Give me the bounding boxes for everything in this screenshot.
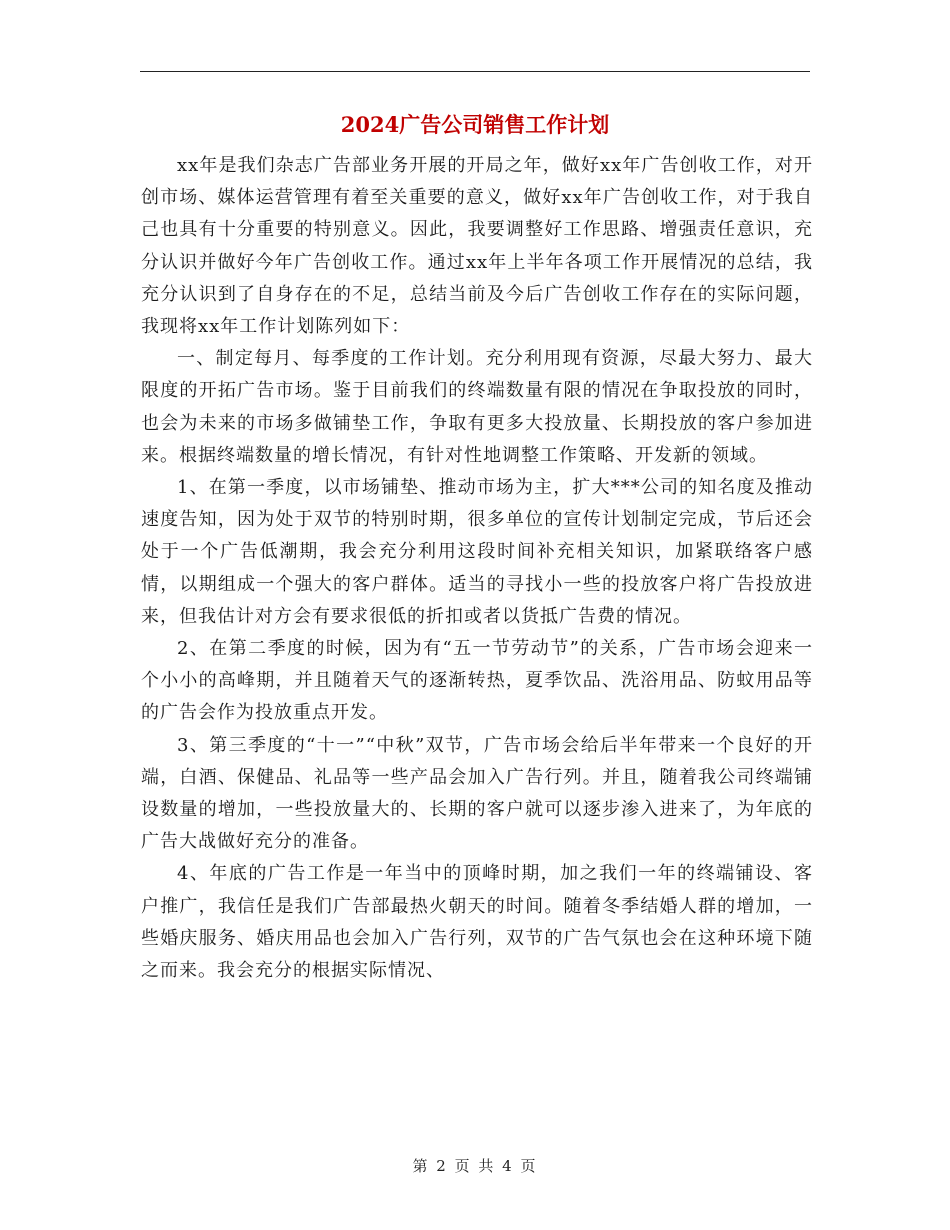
paragraph-quarter-three: 3、第三季度的“十一”“中秋”双节，广告市场会给后半年带来一个良好的开端，白酒、保健品、礼品等一些产品会加入广告行列。并且，随着我公司终端铺设数量的增加，一些投放量大的、长期的客户就可以逐步渗入进来了，为年底的广告大战做好充分的准备。	[141, 734, 813, 853]
paragraph-quarter-one: 1、在第一季度，以市场铺垫、推动市场为主，扩大***公司的知名度及推动速度告知，因为处于双节的特别时期，很多单位的宣传计划制定完成，节后还会处于一个广告低潮期，我会充分利用这段时间补充相关知识，加紧联络客户感情，以期组成一个强大的客户群体。适当的寻找小一些的投放客户将广告投放进来，但我估计对方会有要求很低的折扣或者以货抵广告费的情况。	[141, 477, 813, 627]
header-rule	[140, 71, 810, 72]
page-number-footer: 第 2 页 共 4 页	[412, 1157, 538, 1175]
paragraph-quarter-two: 2、在第二季度的时候，因为有“五一节劳动节”的关系，广告市场会迎来一个小小的高峰期，并且随着天气的逐渐转热，夏季饮品、洗浴用品、防蚊用品等的广告会作为投放重点开发。	[141, 638, 813, 724]
document-title: 2024广告公司销售工作计划	[340, 112, 610, 137]
paragraph-section-one: 一、制定每月、每季度的工作计划。充分利用现有资源，尽最大努力、最大限度的开拓广告市场。鉴于目前我们的终端数量有限的情况在争取投放的同时，也会为未来的市场多做铺垫工作，争取有更多大投放量、长期投放的客户参加进来。根据终端数量的增长情况，有针对性地调整工作策略、开发新的领域。	[141, 348, 813, 466]
paragraph-year-end: 4、年底的广告工作是一年当中的顶峰时期，加之我们一年的终端铺设、客户推广，我信任是我们广告部最热火朝天的时间。随着冬季结婚人群的增加，一些婚庆服务、婚庆用品也会加入广告行列，双节的广告气氛也会在这种环境下随之而来。我会充分的根据实际情况、	[141, 863, 813, 982]
paragraph-intro: xx年是我们杂志广告部业务开展的开局之年，做好xx年广告创收工作，对开创市场、媒体运营管理有着至关重要的意义，做好xx年广告创收工作，对于我自己也具有十分重要的特别意义。因此，我要调整好工作思路、增强责任意识，充分认识并做好今年广告创收工作。通过xx年上半年各项工作开展情况的总结，我充分认识到了自身存在的不足，总结当前及今后广告创收工作存在的实际问题，我现将xx年工作计划陈列如下：	[141, 155, 813, 338]
document-body	[141, 150, 813, 987]
